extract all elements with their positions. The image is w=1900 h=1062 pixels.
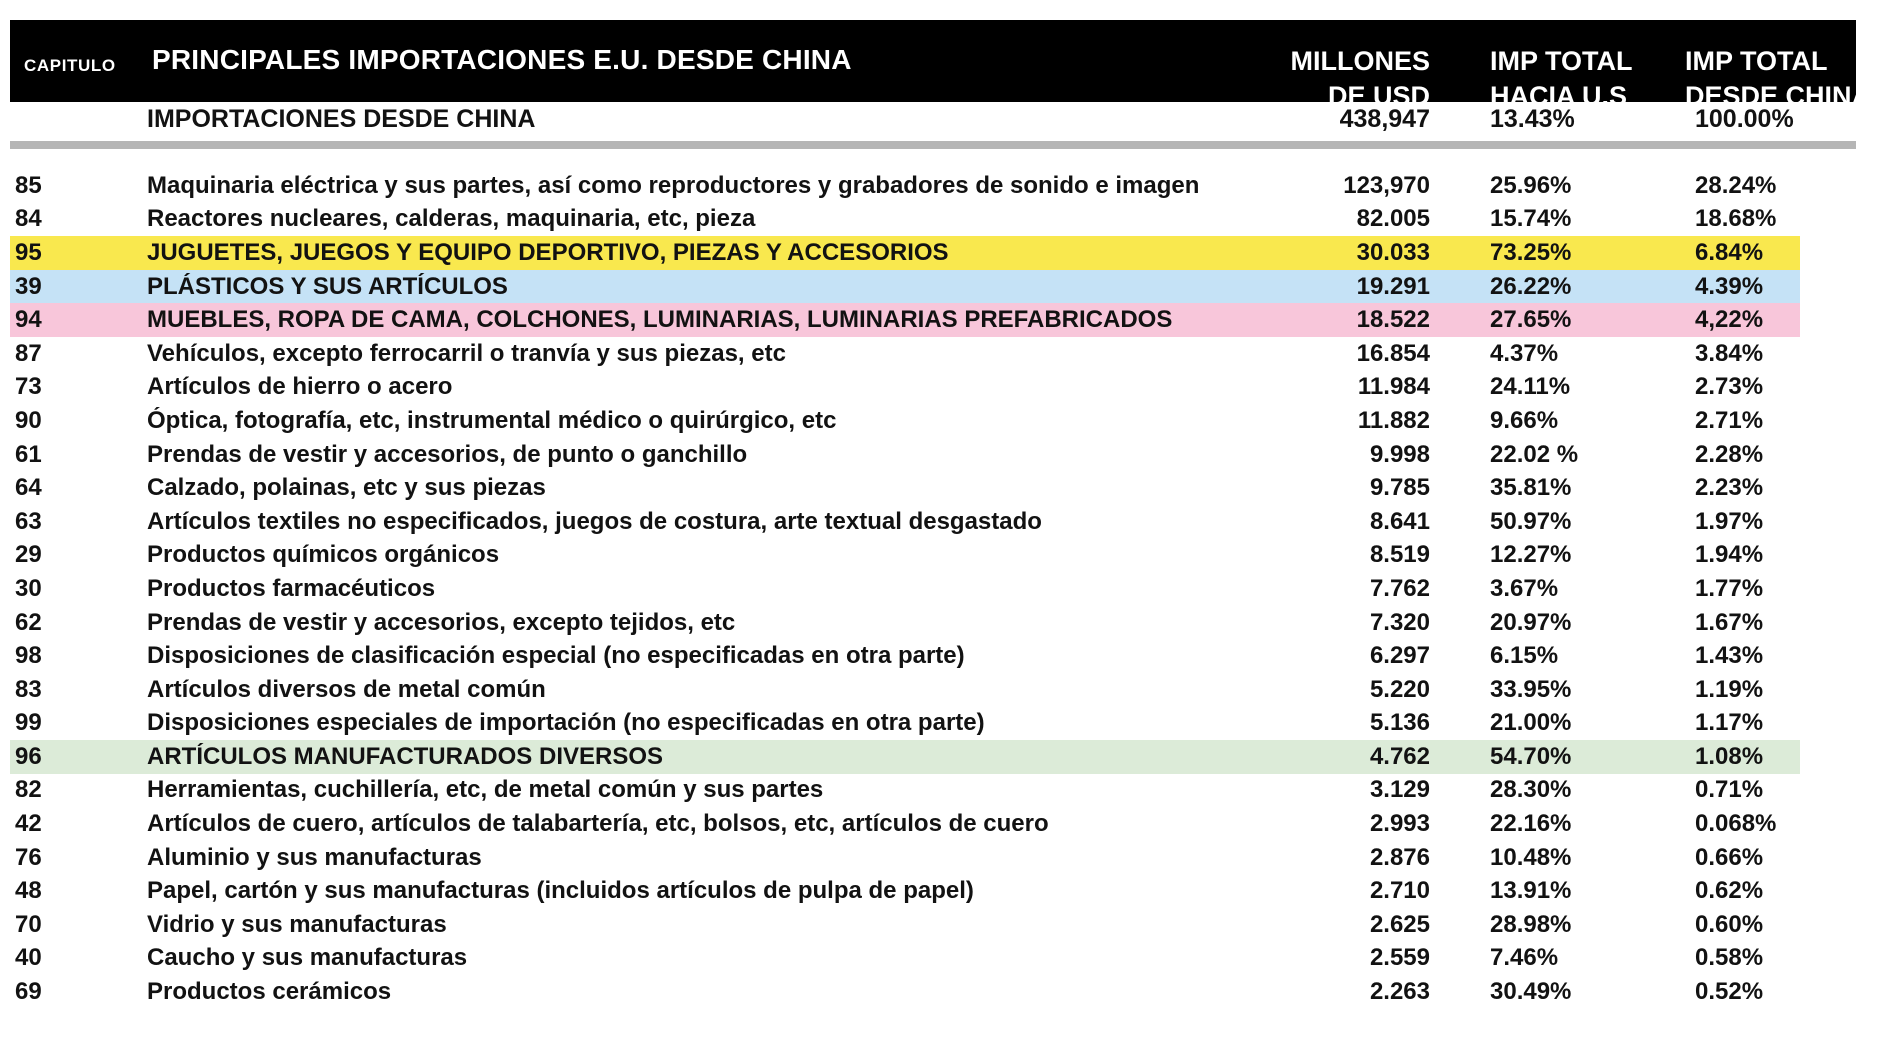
cell-millones-usd: 2.625 (1369, 910, 1430, 938)
cell-imp-total-desde-china: 2.23% (1695, 474, 1764, 502)
cell-descripcion: Artículos de cuero, artículos de talabartería, etc, bolsos, etc, artículos de cuero (147, 810, 1049, 838)
header-millones-usd-line1: MILLONES (1290, 46, 1430, 76)
divider-line (10, 141, 1856, 149)
cell-millones-usd: 6.297 (1369, 642, 1430, 670)
cell-millones-usd: 18.522 (1356, 306, 1430, 334)
cell-imp-total-hacia-us: 10.48% (1490, 843, 1572, 871)
table-row (10, 975, 1800, 1009)
cell-millones-usd: 8.519 (1369, 541, 1430, 569)
cell-imp-total-hacia-us: 3.67% (1490, 574, 1559, 602)
cell-descripcion: Calzado, polainas, etc y sus piezas (147, 474, 546, 502)
cell-capitulo: 99 (15, 709, 42, 737)
table-row (10, 639, 1800, 673)
cell-millones-usd: 438,947 (1339, 104, 1430, 133)
cell-capitulo: 95 (15, 238, 42, 266)
cell-imp-total-desde-china: 0.71% (1695, 776, 1764, 804)
cell-imp-total-hacia-us: 15.74% (1490, 205, 1572, 233)
table-header-bar (10, 20, 1872, 111)
cell-imp-total-desde-china: 28.24% (1695, 171, 1777, 199)
cell-imp-total-desde-china: 1.67% (1695, 608, 1764, 636)
cell-descripcion: Reactores nucleares, calderas, maquinaria, etc, pieza (147, 205, 756, 233)
table-row (10, 807, 1800, 841)
cell-descripcion: Disposiciones especiales de importación (no especificadas en otra parte) (147, 709, 985, 737)
table-row (10, 942, 1800, 976)
table-row (10, 303, 1800, 337)
cell-imp-total-desde-china: 1.17% (1695, 709, 1764, 737)
cell-descripcion: Herramientas, cuchillería, etc, de metal común y sus partes (147, 776, 824, 804)
cell-capitulo: 29 (15, 541, 42, 569)
cell-imp-total-hacia-us: 4.37% (1490, 339, 1559, 367)
cell-imp-total-desde-china: 2.73% (1695, 373, 1764, 401)
cell-imp-total-hacia-us: 21.00% (1490, 709, 1572, 737)
cell-capitulo: 76 (15, 843, 42, 871)
cell-millones-usd: 2.993 (1369, 810, 1430, 838)
table-row (10, 270, 1800, 304)
cell-imp-total-desde-china: 0.52% (1695, 978, 1764, 1006)
header-imp-total-desde-china-line1: IMP TOTAL (1685, 46, 1828, 76)
header-millones-usd-line2: DE USD (1327, 81, 1430, 111)
cell-imp-total-desde-china: 0.60% (1695, 910, 1764, 938)
cell-descripcion: Papel, cartón y sus manufacturas (incluidos artículos de pulpa de papel) (147, 877, 974, 905)
cell-millones-usd: 2.710 (1369, 877, 1430, 905)
cell-capitulo: 96 (15, 742, 42, 770)
cell-capitulo: 70 (15, 910, 42, 938)
cell-millones-usd: 11.984 (1357, 373, 1430, 401)
cell-millones-usd: 9.785 (1369, 474, 1430, 502)
table-row (10, 841, 1800, 875)
cell-imp-total-hacia-us: 13.91% (1490, 877, 1572, 905)
cell-descripcion: Productos químicos orgánicos (147, 541, 500, 569)
cell-descripcion: Artículos de hierro o acero (147, 373, 453, 401)
cell-imp-total-hacia-us: 26.22% (1490, 272, 1572, 300)
table-row (10, 740, 1800, 774)
header-imp-total-hacia-us-line2: HACIA U.S (1490, 81, 1628, 111)
table-row (10, 337, 1800, 371)
table-row (10, 371, 1800, 405)
cell-imp-total-desde-china: 18.68% (1695, 205, 1777, 233)
cell-millones-usd: 11.882 (1357, 406, 1430, 434)
cell-descripcion: Vidrio y sus manufacturas (147, 910, 447, 938)
cell-imp-total-desde-china: 4.39% (1695, 272, 1764, 300)
table-row (10, 874, 1800, 908)
cell-imp-total-hacia-us: 20.97% (1490, 608, 1572, 636)
cell-imp-total-hacia-us: 9.66% (1490, 406, 1559, 434)
cell-capitulo: 73 (15, 373, 42, 401)
cell-imp-total-hacia-us: 6.15% (1490, 642, 1559, 670)
cell-millones-usd: 123,970 (1343, 171, 1430, 199)
cell-millones-usd: 7.762 (1369, 574, 1430, 602)
cell-millones-usd: 2.263 (1369, 978, 1430, 1006)
cell-imp-total-hacia-us: 7.46% (1490, 944, 1559, 972)
table-row (10, 505, 1800, 539)
cell-imp-total-desde-china: 100.00% (1695, 104, 1794, 133)
cell-millones-usd: 16.854 (1356, 339, 1430, 367)
table-row (10, 774, 1800, 808)
cell-descripcion: IMPORTACIONES DESDE CHINA (147, 104, 536, 133)
cell-millones-usd: 2.559 (1369, 944, 1430, 972)
cell-millones-usd: 5.136 (1369, 709, 1430, 737)
cell-imp-total-hacia-us: 22.16% (1490, 810, 1572, 838)
cell-capitulo: 39 (15, 272, 42, 300)
cell-descripcion: PLÁSTICOS Y SUS ARTÍCULOS (147, 272, 508, 300)
cell-capitulo: 48 (15, 877, 42, 905)
cell-millones-usd: 3.129 (1369, 776, 1430, 804)
table-row (10, 707, 1800, 741)
cell-imp-total-desde-china: 0.58% (1695, 944, 1764, 972)
table-row (10, 471, 1800, 505)
header-imp-total-desde-china-line2: DESDE CHINA (1685, 81, 1872, 111)
cell-millones-usd: 2.876 (1369, 843, 1430, 871)
cell-imp-total-hacia-us: 22.02 % (1490, 440, 1579, 468)
cell-descripcion: Productos farmacéuticos (147, 574, 436, 602)
cell-imp-total-desde-china: 1.94% (1695, 541, 1764, 569)
cell-millones-usd: 19.291 (1356, 272, 1430, 300)
cell-capitulo: 61 (15, 440, 42, 468)
cell-imp-total-desde-china: 0.66% (1695, 843, 1764, 871)
cell-capitulo: 40 (15, 944, 42, 972)
cell-millones-usd: 8.641 (1369, 507, 1430, 535)
cell-capitulo: 30 (15, 574, 42, 602)
cell-descripcion: Prendas de vestir y accesorios, de punto o ganchillo (147, 440, 748, 468)
cell-descripcion: MUEBLES, ROPA DE CAMA, COLCHONES, LUMINARIAS, LUMINARIAS PREFABRICADOS (147, 306, 1173, 334)
cell-descripcion: ARTÍCULOS MANUFACTURADOS DIVERSOS (147, 742, 664, 770)
cell-imp-total-desde-china: 1.08% (1695, 742, 1764, 770)
cell-imp-total-desde-china: 1.43% (1695, 642, 1764, 670)
cell-descripcion: Productos cerámicos (147, 978, 392, 1006)
header-title: PRINCIPALES IMPORTACIONES E.U. DESDE CHINA (152, 44, 852, 75)
table-row (10, 169, 1800, 203)
cell-descripcion: JUGUETES, JUEGOS Y EQUIPO DEPORTIVO, PIEZAS Y ACCESORIOS (147, 238, 949, 266)
cell-millones-usd: 5.220 (1369, 675, 1430, 703)
table-row (10, 673, 1800, 707)
table-row (10, 606, 1800, 640)
cell-capitulo: 64 (15, 474, 42, 502)
cell-capitulo: 83 (15, 675, 42, 703)
cell-imp-total-desde-china: 1.97% (1695, 507, 1764, 535)
table-row (10, 908, 1800, 942)
cell-imp-total-hacia-us: 50.97% (1490, 507, 1572, 535)
cell-descripcion: Maquinaria eléctrica y sus partes, así como reproductores y grabadores de sonido e imagen (147, 171, 1200, 199)
header-capitulo: CAPITULO (24, 56, 116, 75)
cell-imp-total-hacia-us: 28.30% (1490, 776, 1572, 804)
cell-imp-total-hacia-us: 73.25% (1490, 238, 1572, 266)
header-imp-total-hacia-us-line1: IMP TOTAL (1490, 46, 1633, 76)
cell-descripcion: Óptica, fotografía, etc, instrumental médico o quirúrgico, etc (147, 406, 837, 434)
cell-descripcion: Disposiciones de clasificación especial (no especificadas en otra parte) (147, 642, 965, 670)
cell-imp-total-desde-china: 6.84% (1695, 238, 1764, 266)
cell-descripcion: Vehículos, excepto ferrocarril o tranvía y sus piezas, etc (147, 339, 786, 367)
cell-imp-total-hacia-us: 30.49% (1490, 978, 1572, 1006)
cell-descripcion: Caucho y sus manufacturas (147, 944, 468, 972)
cell-imp-total-hacia-us: 25.96% (1490, 171, 1572, 199)
cell-capitulo: 62 (15, 608, 42, 636)
cell-capitulo: 85 (15, 171, 42, 199)
cell-capitulo: 84 (15, 205, 42, 233)
cell-capitulo: 98 (15, 642, 42, 670)
cell-imp-total-hacia-us: 12.27% (1490, 541, 1572, 569)
cell-millones-usd: 9.998 (1369, 440, 1430, 468)
cell-imp-total-hacia-us: 54.70% (1490, 742, 1572, 770)
cell-descripcion: Aluminio y sus manufacturas (147, 843, 482, 871)
cell-imp-total-hacia-us: 33.95% (1490, 675, 1572, 703)
table-row (10, 572, 1800, 606)
total-row (10, 103, 1800, 135)
cell-imp-total-desde-china: 2.71% (1695, 406, 1764, 434)
cell-imp-total-hacia-us: 24.11% (1490, 373, 1571, 401)
cell-descripcion: Prendas de vestir y accesorios, excepto tejidos, etc (147, 608, 736, 636)
cell-imp-total-desde-china: 0.068% (1695, 810, 1777, 838)
cell-capitulo: 63 (15, 507, 42, 535)
cell-millones-usd: 7.320 (1369, 608, 1430, 636)
table-row (10, 438, 1800, 472)
cell-capitulo: 69 (15, 978, 42, 1006)
cell-millones-usd: 82.005 (1356, 205, 1430, 233)
table-row (10, 404, 1800, 438)
cell-capitulo: 90 (15, 406, 42, 434)
cell-imp-total-hacia-us: 28.98% (1490, 910, 1572, 938)
table-row (10, 203, 1800, 237)
table-row (10, 236, 1800, 270)
cell-descripcion: Artículos diversos de metal común (147, 675, 546, 703)
cell-capitulo: 87 (15, 339, 42, 367)
cell-imp-total-desde-china: 1.77% (1695, 574, 1764, 602)
table-rows (10, 169, 1800, 1009)
cell-imp-total-desde-china: 4,22% (1695, 306, 1764, 334)
cell-capitulo: 94 (15, 306, 42, 334)
cell-imp-total-desde-china: 0.62% (1695, 877, 1764, 905)
cell-millones-usd: 4.762 (1369, 742, 1430, 770)
table-row (10, 539, 1800, 573)
cell-imp-total-hacia-us: 13.43% (1490, 104, 1575, 133)
cell-descripcion: Artículos textiles no especificados, juegos de costura, arte textual desgastado (147, 507, 1042, 535)
cell-capitulo: 82 (15, 776, 42, 804)
cell-imp-total-desde-china: 2.28% (1695, 440, 1764, 468)
cell-imp-total-desde-china: 1.19% (1695, 675, 1764, 703)
cell-imp-total-hacia-us: 27.65% (1490, 306, 1572, 334)
cell-imp-total-desde-china: 3.84% (1695, 339, 1764, 367)
cell-imp-total-hacia-us: 35.81% (1490, 474, 1572, 502)
cell-millones-usd: 30.033 (1356, 238, 1430, 266)
cell-capitulo: 42 (15, 810, 42, 838)
